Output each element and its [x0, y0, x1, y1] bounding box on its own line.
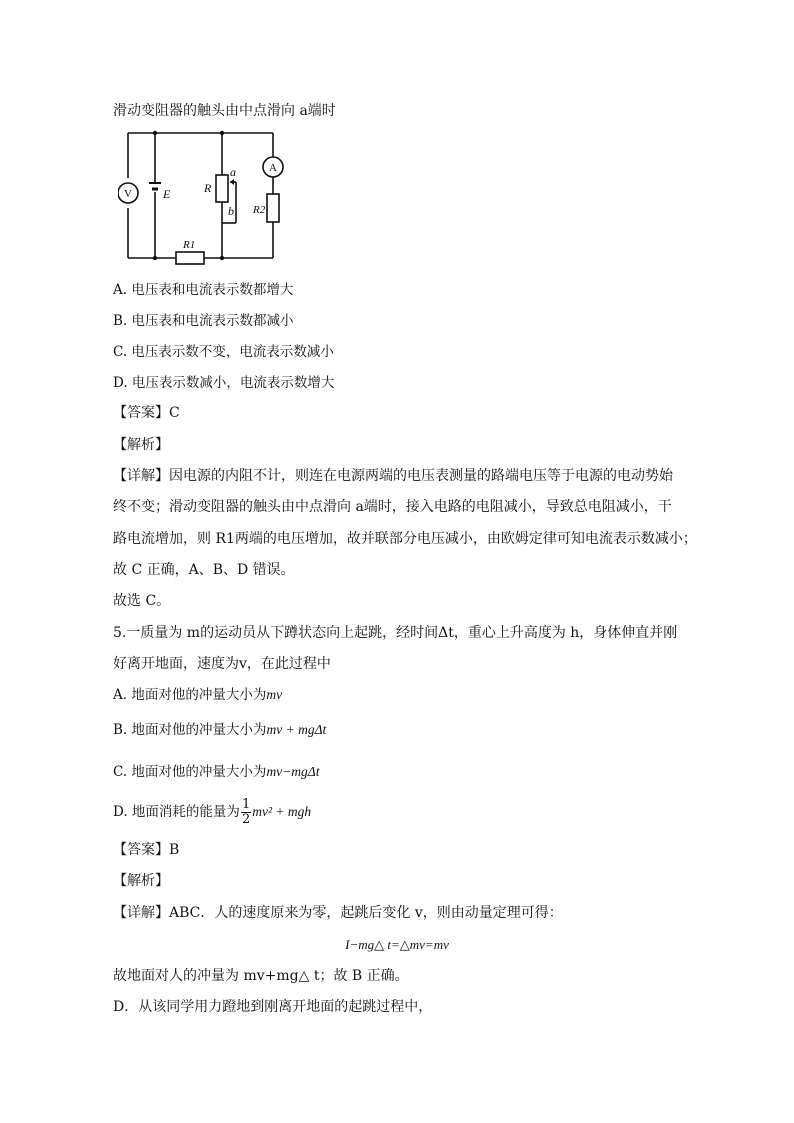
r2-label: R2 — [253, 204, 266, 216]
voltmeter-label: V — [124, 188, 132, 200]
q5-analysis-label: 【解析】 — [113, 873, 169, 889]
q5-option-b-text: B. 地面对他的冲量大小为 — [113, 722, 267, 738]
q5-option-a-math: mv — [266, 687, 283, 702]
q5-option-d-text: D. 地面消耗的能量为 — [113, 804, 240, 820]
q5-option-d-fraction — [241, 798, 251, 827]
q5-stem-line1: 5.一质量为 m的运动员从下蹲状态向上起跳，经时间Δt，重心上升高度为 h，身体伸直并刚 — [113, 625, 678, 641]
r1-label: R1 — [183, 239, 196, 251]
q5-option-d-math: mv² + mgh — [252, 804, 312, 819]
terminal-a-label: a — [230, 165, 236, 179]
detail-line-2: 终不变；滑动变阻器的触头由中点滑向 a端时，接入电路的电阻减小，导致总电阻减小，干 — [113, 499, 672, 515]
terminal-b-label: b — [228, 204, 234, 218]
circuit-diagram — [118, 130, 298, 270]
q5-conclusion-line: 故地面对人的冲量为 mv+mg△ t；故 B 正确。 — [113, 968, 409, 984]
answer-label: 【答案】C — [113, 405, 180, 421]
rheostat-label: R — [204, 181, 212, 195]
q5-answer-label: 【答案】B — [113, 842, 180, 858]
q5-option-b — [113, 720, 326, 740]
conclusion-line: 故选 C。 — [113, 593, 171, 609]
emf-label: E — [163, 187, 171, 201]
q5-stem-line2: 好离开地面，速度为v，在此过程中 — [113, 656, 331, 672]
option-b: B. 电压表和电流表示数都减小 — [113, 313, 294, 329]
q5-option-a — [113, 685, 282, 705]
fraction-denominator: 2 — [241, 812, 251, 827]
analysis-label: 【解析】 — [113, 437, 169, 453]
q5-option-c-math: mv−mgΔt — [266, 764, 320, 779]
question-stem-tail: 滑动变阻器的触头由中点滑向 a端时 — [113, 103, 336, 119]
fraction-numerator: 1 — [241, 797, 251, 812]
detail-line-4: 故 C 正确，A、B、D 错误。 — [113, 562, 295, 578]
q5-detail-line1: 【详解】ABC．人的速度原来为零，起跳后变化 v，则由动量定理可得： — [113, 905, 563, 921]
option-d: D. 电压表示数减小，电流表示数增大 — [113, 375, 335, 391]
q5-equation: I−mg△ t=△mv=mv — [345, 937, 449, 952]
detail-line-3: 路电流增加，则 R1两端的电压增加，故并联部分电压减小，由欧姆定律可知电流表示数减小； — [113, 531, 697, 547]
q5-option-a-text: A. 地面对他的冲量大小为 — [113, 687, 267, 703]
q5-option-c-text: C. 地面对他的冲量大小为 — [113, 764, 267, 780]
q5-option-c — [113, 762, 319, 782]
option-a: A. 电压表和电流表示数都增大 — [113, 282, 294, 298]
option-c: C. 电压表示数不变，电流表示数减小 — [113, 344, 334, 360]
q5-d-line: D．从该同学用力蹬地到刚离开地面的起跳过程中， — [113, 999, 433, 1015]
q5-option-d — [113, 797, 311, 827]
ammeter-label: A — [269, 162, 277, 174]
detail-line-1: 【详解】因电源的内阻不计，则连在电源两端的电压表测量的路端电压等于电源的电动势始 — [113, 468, 673, 484]
q5-option-b-math: mv + mgΔt — [266, 722, 327, 737]
